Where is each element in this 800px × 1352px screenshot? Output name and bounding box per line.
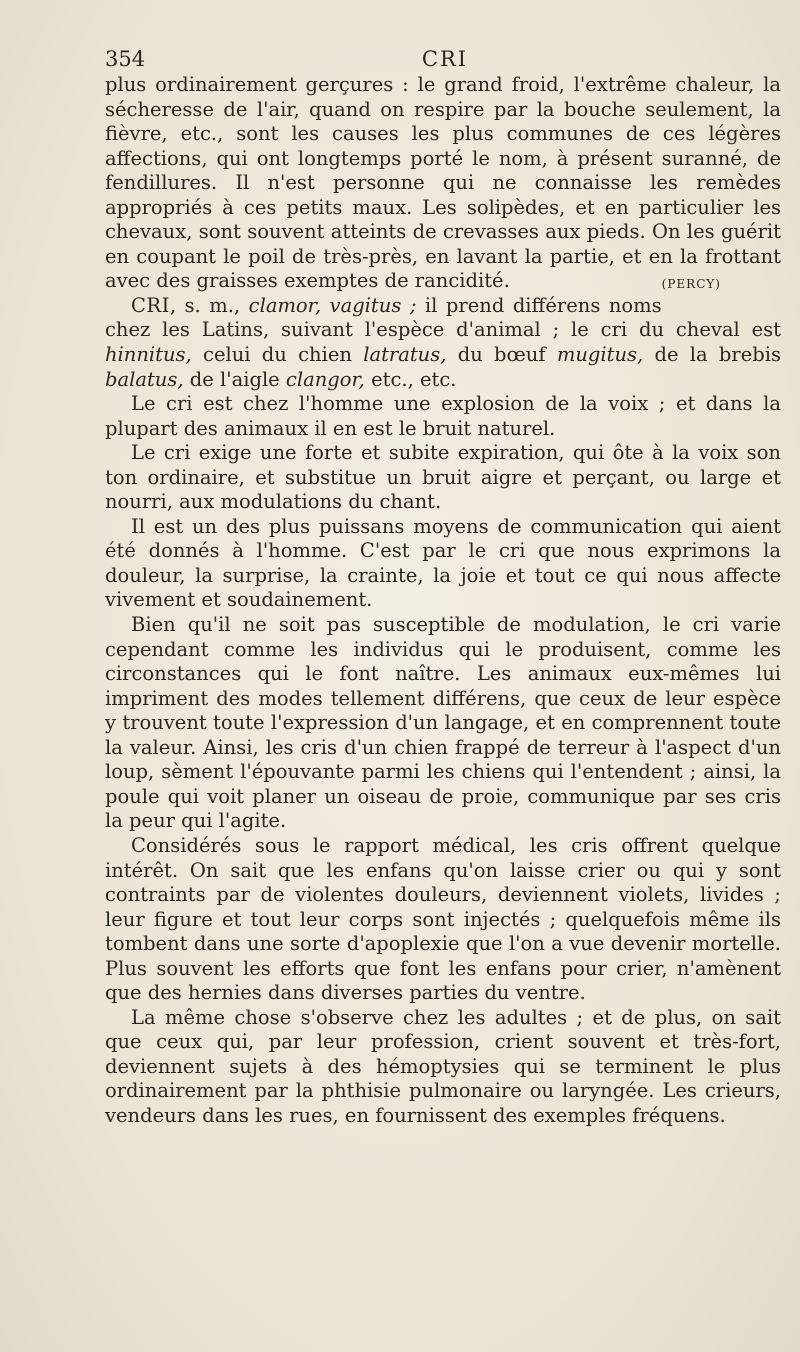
entry-text: du bœuf [446,343,557,367]
paragraph: Le cri est chez l'homme une explosion de la voix ; et dans la plupart des animaux il en est le bruit naturel. [105,392,781,440]
page-header [105,44,785,74]
paragraph: Considérés sous le rapport médical, les cris offrent quelque intérêt. On sait que les enfans qu'on laisse crier ou qui y sont contraints par de violentes douleurs, deviennent violets, livides ; leur figure et tout leur corps sont injectés ; quelquefois même ils tombent dans une sorte d'apoplexie que l'on a vue devenir mortelle. Plus souvent les efforts que font les enfans pour crier, n'amènent que des hernies dans diverses parties du ventre. [105,833,781,1005]
latin-term: mugitus, [556,343,644,367]
paragraph: Il est un des plus puissans moyens de communication qui aient été donnés à l'homme. C'est par le cri que nous exprimons la douleur, la surprise, la crainte, la joie et tout ce qui nous affecte vivement et soudainement. [105,514,781,612]
entry-definition [105,294,781,392]
latin-term: clangor, [285,367,365,391]
latin-term: balatus, [105,367,184,391]
running-head: CRI [421,47,469,71]
entry-text: de la brebis [643,343,781,367]
continuation-text: plus ordinairement gerçures : le grand froid, l'extrême chaleur, la sécheresse de l'air, quand on respire par la bouche seulement, la fièvre, etc., sont les causes les plus communes de ces légères affections, qui ont longtemps porté le nom, à présent suranné, de fendillures. Il n'est personne qui ne connaisse les remèdes appropriés à ces petits maux. Les solipèdes, et en particulier les chevaux, sont souvent atteints de crevasses aux pieds. On les guérit en coupant le poil de très-près, en lavant la partie, et en la frottant avec des graisses exemptes de rancidité. [105,73,781,293]
latin-term: hinnitus, [105,343,192,367]
page-number: 354 [105,47,146,71]
entry-text: etc., etc. [364,367,457,391]
author-signature: (PERCY) [661,277,721,292]
body-text [105,73,781,1129]
entry-text: de l'aigle [183,367,286,391]
latin-term: clamor, vagitus ; [248,293,417,317]
entry-headword: CRI [131,293,170,317]
entry-text: il prend différens noms chez les Latins, suivant l'espèce d'animal ; le cri du cheval est [105,293,781,342]
paragraph: La même chose s'observe chez les adultes ; et de plus, on sait que ceux qui, par leur profession, crient souvent et très-fort, deviennent sujets à des hémoptysies qui se terminent le plus ordinairement par la phthisie pulmonaire ou laryngée. Les crieurs, vendeurs dans les rues, en fournissent des exemples fréquens. [105,1005,781,1127]
latin-term: latratus, [363,343,447,367]
entry-grammar: , s. m., [169,293,249,317]
entry-text: celui du chien [191,343,364,367]
article-continuation [105,73,781,294]
paragraph: Le cri exige une forte et subite expiration, qui ôte à la voix son ton ordinaire, et substitue un bruit aigre et perçant, ou large et nourri, aux modulations du chant. [105,441,781,514]
paragraph: Bien qu'il ne soit pas susceptible de modulation, le cri varie cependant comme les individus qui le produisent, comme les circonstances qui le font naître. Les animaux eux-mêmes lui impriment des modes tellement différens, que ceux de leur espèce y trouvent toute l'expression d'un langage, et en comprennent toute la valeur. Ainsi, les cris d'un chien frappé de terreur à l'aspect d'un loup, sèment l'épouvante parmi les chiens qui l'entendent ; ainsi, la poule qui voit planer un oiseau de proie, communique par ses cris la peur qui l'agite. [105,613,781,833]
